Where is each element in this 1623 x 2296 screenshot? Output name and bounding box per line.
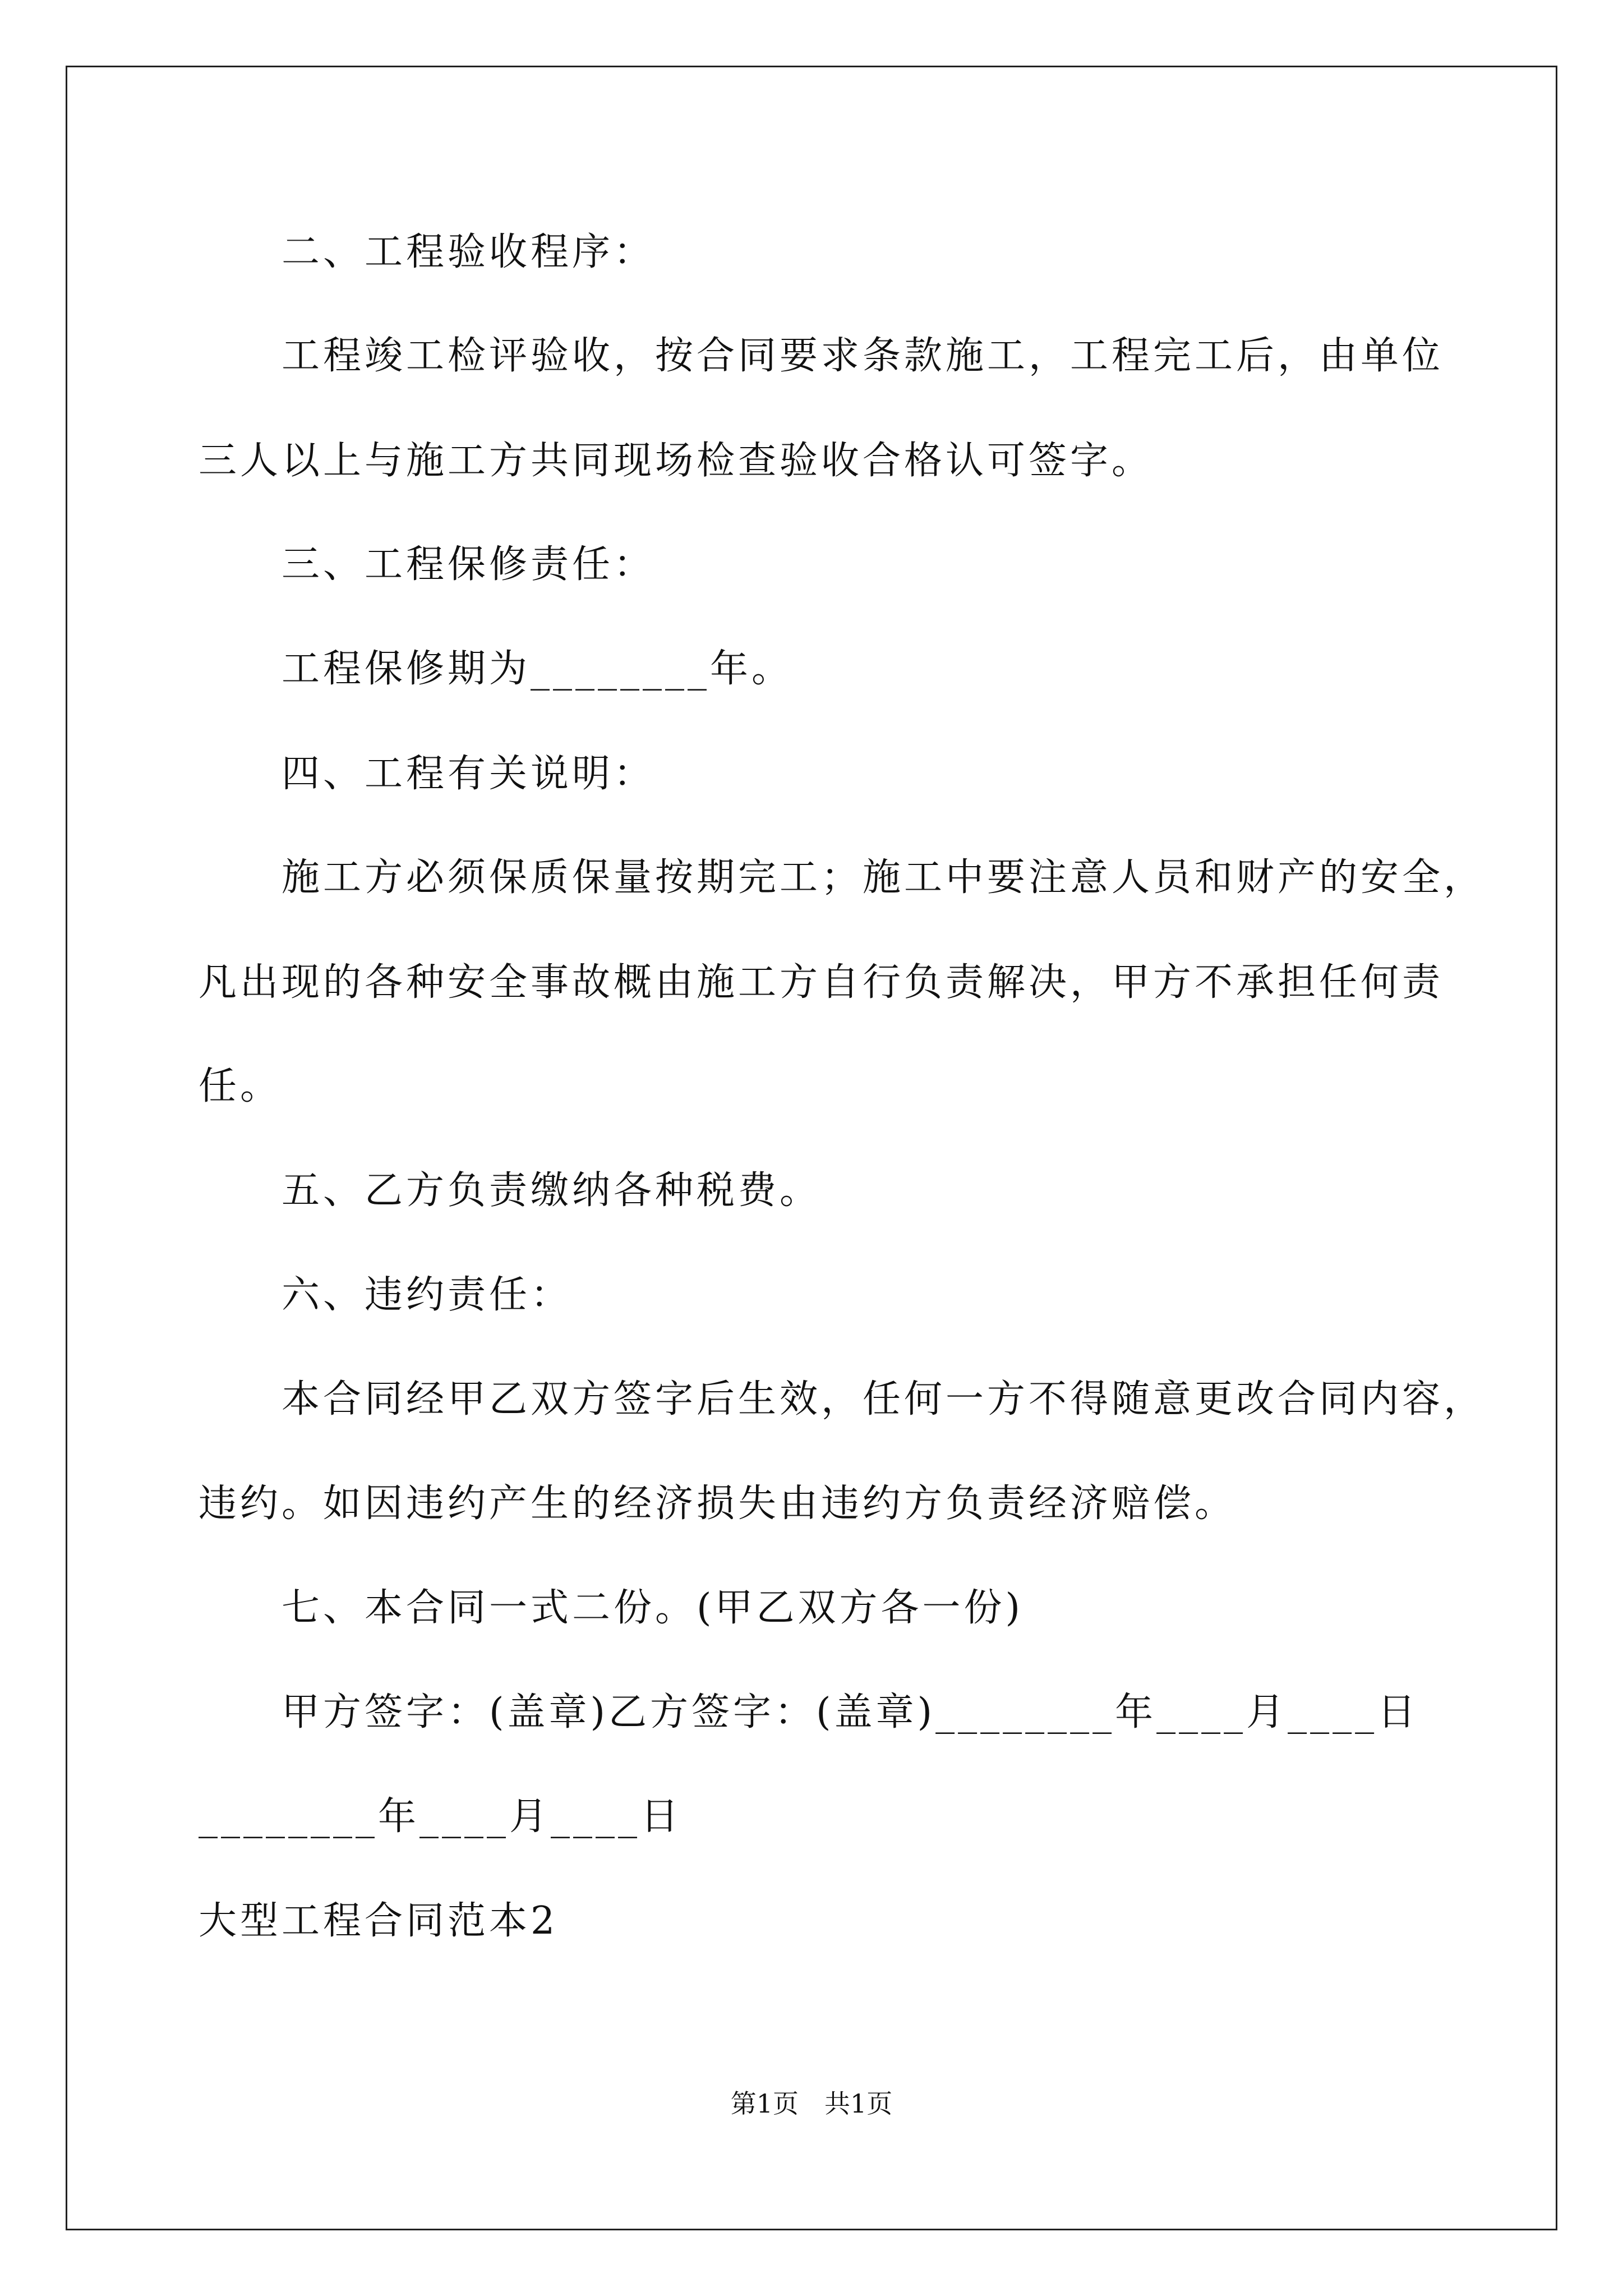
section-heading-warranty: 三、工程保修责任：: [282, 542, 656, 587]
paragraph-breach-line-2: 违约。如因违约产生的经济损失由违约方负责经济赔偿。: [199, 1481, 1237, 1526]
paragraph-notes-line-2: 凡出现的各种安全事故概由施工方自行负责解决，甲方不承担任何责: [199, 960, 1444, 1005]
next-document-title: 大型工程合同范本2: [199, 1899, 559, 1943]
paragraph-acceptance-line-2: 三人以上与施工方共同现场检查验收合格认可签字。: [199, 439, 1154, 483]
paragraph-acceptance-line-1: 工程竣工检评验收，按合同要求条款施工，工程完工后，由单位: [282, 334, 1444, 378]
paragraph-warranty-period: 工程保修期为________年。: [282, 647, 794, 691]
signature-line-1: 甲方签字：(盖章)乙方签字：(盖章)________年____月____日: [282, 1690, 1419, 1734]
section-heading-acceptance: 二、工程验收程序：: [282, 230, 656, 274]
section-heading-notes: 四、工程有关说明：: [282, 752, 656, 796]
paragraph-notes-line-3: 任。: [199, 1064, 282, 1108]
page-number: 第1页 共1页: [730, 2088, 893, 2119]
section-heading-taxes: 五、乙方负责缴纳各种税费。: [282, 1168, 822, 1213]
paragraph-notes-line-1: 施工方必须保质保量按期完工；施工中要注意人员和财产的安全，: [282, 855, 1486, 900]
paragraph-breach-line-1: 本合同经甲乙双方签字后生效，任何一方不得随意更改合同内容，: [282, 1377, 1486, 1421]
section-heading-breach: 六、违约责任：: [282, 1273, 573, 1317]
section-heading-copies: 七、本合同一式二份。(甲乙双方各一份): [282, 1586, 1024, 1630]
signature-line-2: ________年____月____日: [199, 1795, 683, 1839]
